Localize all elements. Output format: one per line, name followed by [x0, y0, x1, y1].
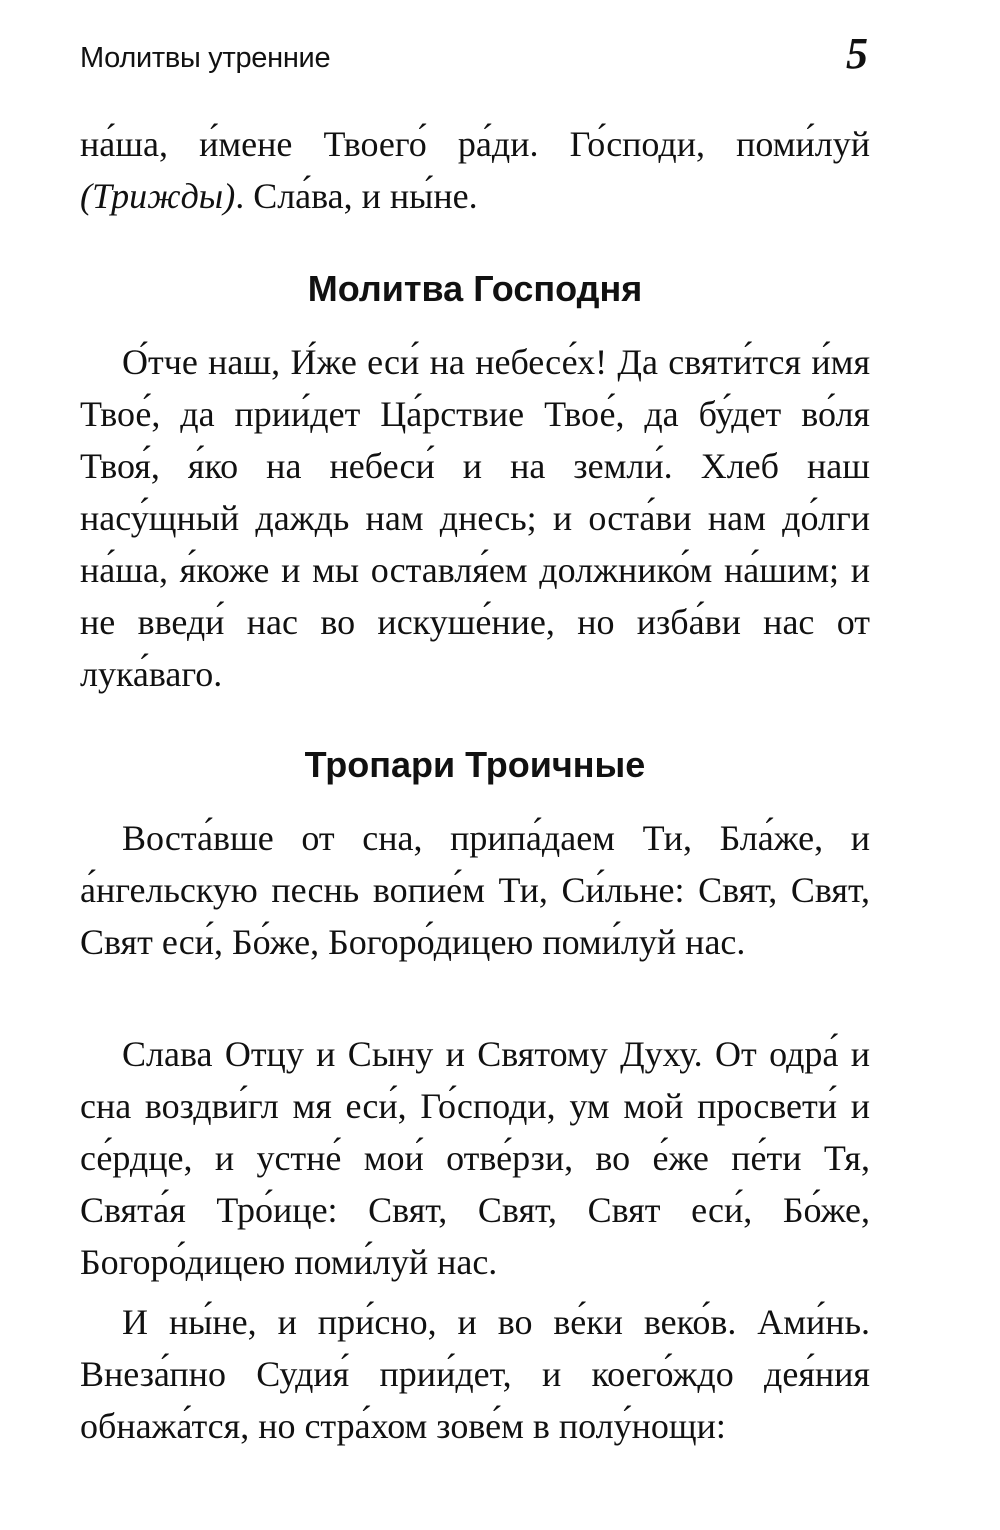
troparion-paragraph-2: Слава Отцу и Сыну и Святому Духу. От одра́ и сна воздви́гл мя еси́, Го́споди, ум мой просвети́ и се́рдце, и устне́ мои́ отве́рзи, во е́же пе́ти Тя, Свята́я Тро́ице: Свят, Свят, Свят еси́, Бо́же, Богоро́дицею поми́луй нас.	[80, 1034, 870, 1282]
troparion-paragraph-3: И ны́не, и при́сно, и во ве́ки веко́в. Ами́нь. Внеза́пно Судия́ прии́дет, и коего́ждо дея́ния обнажа́тся, но стра́хом зове́м в полу́нощи:	[80, 1302, 870, 1446]
intro-text-start: на́ша, и́мене Твоего́ ра́ди. Го́споди, поми́луй	[80, 124, 870, 164]
intro-paragraph	[80, 118, 870, 222]
page-number: 5	[846, 29, 868, 78]
running-head	[80, 28, 870, 88]
intro-text-end: . Сла́ва, и ны́не.	[235, 176, 478, 216]
book-page	[80, 0, 870, 1530]
troparion-paragraph-1: Воста́вше от сна, припа́даем Ти, Бла́же, и а́нгельскую песнь вопие́м Ти, Си́льне: Свят, Свят, Свят еси́, Бо́же, Богоро́дицею поми́луй нас.	[80, 818, 870, 962]
lords-prayer-paragraph: О́тче наш, И́же еси́ на небесе́х! Да святи́тся и́мя Твое́, да прии́дет Ца́рствие Твое́, да бу́дет во́ля Твоя́, я́ко на небеси́ и на земли́. Хлеб наш насу́щный даждь нам днесь; и оста́ви нам до́лги на́ша, я́коже и мы оставля́ем должнико́м на́шим; и не введи́ нас во искуше́ние, но изба́ви нас от лука́ваго.	[80, 342, 870, 694]
running-title: Молитвы утренние	[80, 42, 331, 74]
rubric-thrice: (Трижды)	[80, 176, 236, 216]
heading-lords-prayer: Молитва Господня	[307, 268, 643, 309]
heading-troparia: Тропари Троичные	[304, 744, 646, 785]
